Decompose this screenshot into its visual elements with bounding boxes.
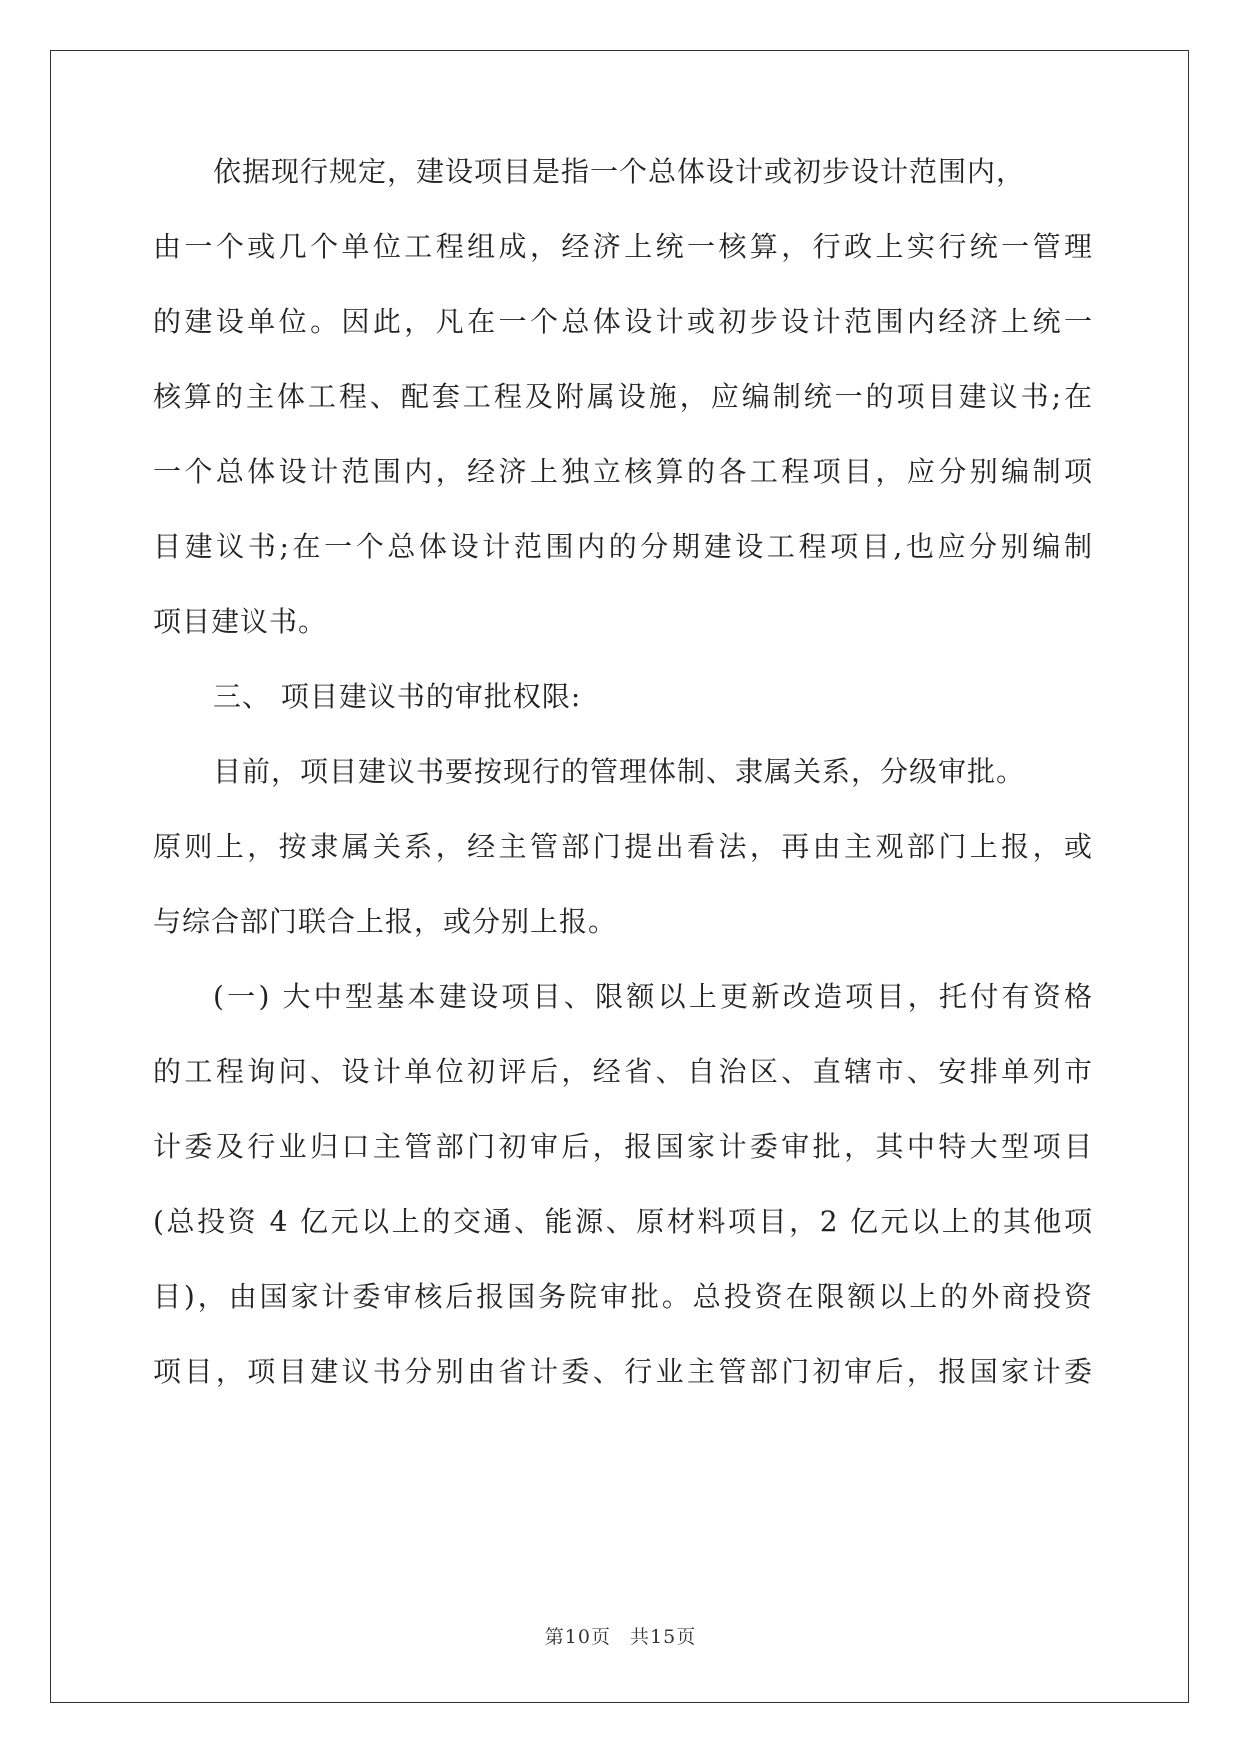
p3-line-3: 计委及行业归口主管部门初审后，报国家计委审批，其中特大型项目 (153, 1130, 1093, 1163)
p3-line-6: 项目，项目建议书分别由省计委、行业主管部门初审后，报国家计委 (153, 1355, 1093, 1388)
page-number: 第10页 (544, 1626, 611, 1648)
p1-line-6: 目建议书;在一个总体设计范围内的分期建设工程项目,也应分别编制 (153, 530, 1093, 563)
p2-line-1: 目前，项目建议书要按现行的管理体制、隶属关系，分级审批。 (213, 755, 1026, 788)
p2-line-2: 原则上，按隶属关系，经主管部门提出看法，再由主观部门上报，或 (153, 830, 1093, 863)
page-footer (0, 1622, 1241, 1649)
section-heading: 三、 项目建议书的审批权限: (213, 680, 582, 713)
p3-line-5: 目)，由国家计委审核后报国务院审批。总投资在限额以上的外商投资 (153, 1280, 1093, 1313)
p3-line-4: (总投资 4 亿元以上的交通、能源、原材料项目，2 亿元以上的其他项 (153, 1205, 1093, 1238)
p3-line-2: 的工程询问、设计单位初评后，经省、自治区、直辖市、安排单列市 (153, 1055, 1093, 1088)
p3-line-1: (一) 大中型基本建设项目、限额以上更新改造项目，托付有资格 (213, 980, 1093, 1013)
p1-line-7: 项目建议书。 (153, 605, 328, 638)
p1-line-4: 核算的主体工程、配套工程及附属设施，应编制统一的项目建议书;在 (153, 380, 1093, 413)
p1-line-2: 由一个或几个单位工程组成，经济上统一核算，行政上实行统一管理 (153, 230, 1093, 263)
p2-line-3: 与综合部门联合上报，或分别上报。 (153, 905, 618, 938)
p1-line-5: 一个总体设计范围内，经济上独立核算的各工程项目，应分别编制项 (153, 455, 1093, 488)
page-total: 共15页 (630, 1626, 697, 1648)
page-border (50, 50, 1189, 1703)
p1-line-1: 依据现行规定，建设项目是指一个总体设计或初步设计范围内， (213, 155, 1026, 188)
p1-line-3: 的建设单位。因此，凡在一个总体设计或初步设计范围内经济上统一 (153, 305, 1093, 338)
